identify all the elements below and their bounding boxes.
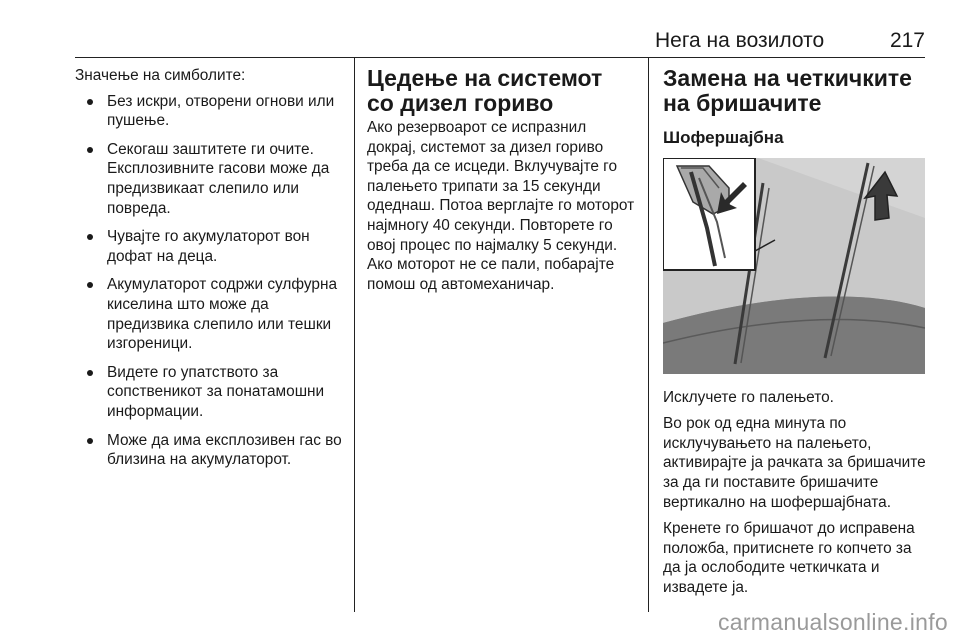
symbols-intro: Значење на симболите: [75,67,246,84]
column-divider-1 [354,58,355,612]
section-heading-wipers: Замена на четкичките на бришачите [663,65,912,116]
list-item: Видете го упатството за сопственикот за понатамошни информации. [75,363,345,422]
running-title: Нега на возилото [655,29,825,52]
bullet-icon [87,234,93,240]
instruction-1: Исклучете го палењето. [663,388,834,406]
section-heading-diesel: Цедење на системот со дизел гориво [367,65,603,116]
page-header [655,28,925,54]
bullet-icon [87,438,93,444]
list-item: Акумулаторот содржи сулфурна киселина што може да предизвика слепило или тешки изгореници. [75,275,345,353]
watermark-link[interactable]: carmanualsonline.info [717,609,948,635]
instruction-3: Кренете го бришачот до исправена положба, притиснете го копчето за да ја ослободите четкичката и извадете ја. [663,520,915,596]
column-divider-2 [648,58,649,612]
list-item: Секогаш заштитете ги очите. Експлозивните гасови може да предизвикаат слепило или повреда. [75,140,345,218]
instruction-2: Во рок од една минута по исклучувањето на палењето, активирајте ја рачката за бришачите за да ги поставите бришачите вертикално на шофершајбната. [663,415,926,511]
wiper-illustration [663,158,925,374]
bullet-icon [87,99,93,105]
column-3 [663,66,928,598]
subheading-windscreen: Шофершајбна [663,128,784,147]
bullet-icon [87,370,93,376]
bullet-icon [87,147,93,153]
header-rule [75,57,925,58]
bullet-icon [87,282,93,288]
page-number: 217 [889,29,925,52]
list-item: Може да има експлозивен гас во близина на акумулаторот. [75,431,345,470]
list-item: Без искри, отворени огнови или пушење. [75,92,345,131]
column-2 [367,66,635,294]
diesel-body: Ако резервоарот се испразнил докрај, системот за дизел гориво треба да се исцеди. Вклучувајте го палењето трипати за 15 секунди одеднаш. Потоа верглајте го моторот најмногу 40 секунди. Повторете го овој процес по најмалку 5 секунди. Ако моторот не се пали, побарајте помош од автомеханичар. [367,119,635,293]
symbol-list [75,92,345,470]
column-1 [75,66,345,479]
list-item: Чувајте го акумулаторот вон дофат на деца. [75,227,345,266]
